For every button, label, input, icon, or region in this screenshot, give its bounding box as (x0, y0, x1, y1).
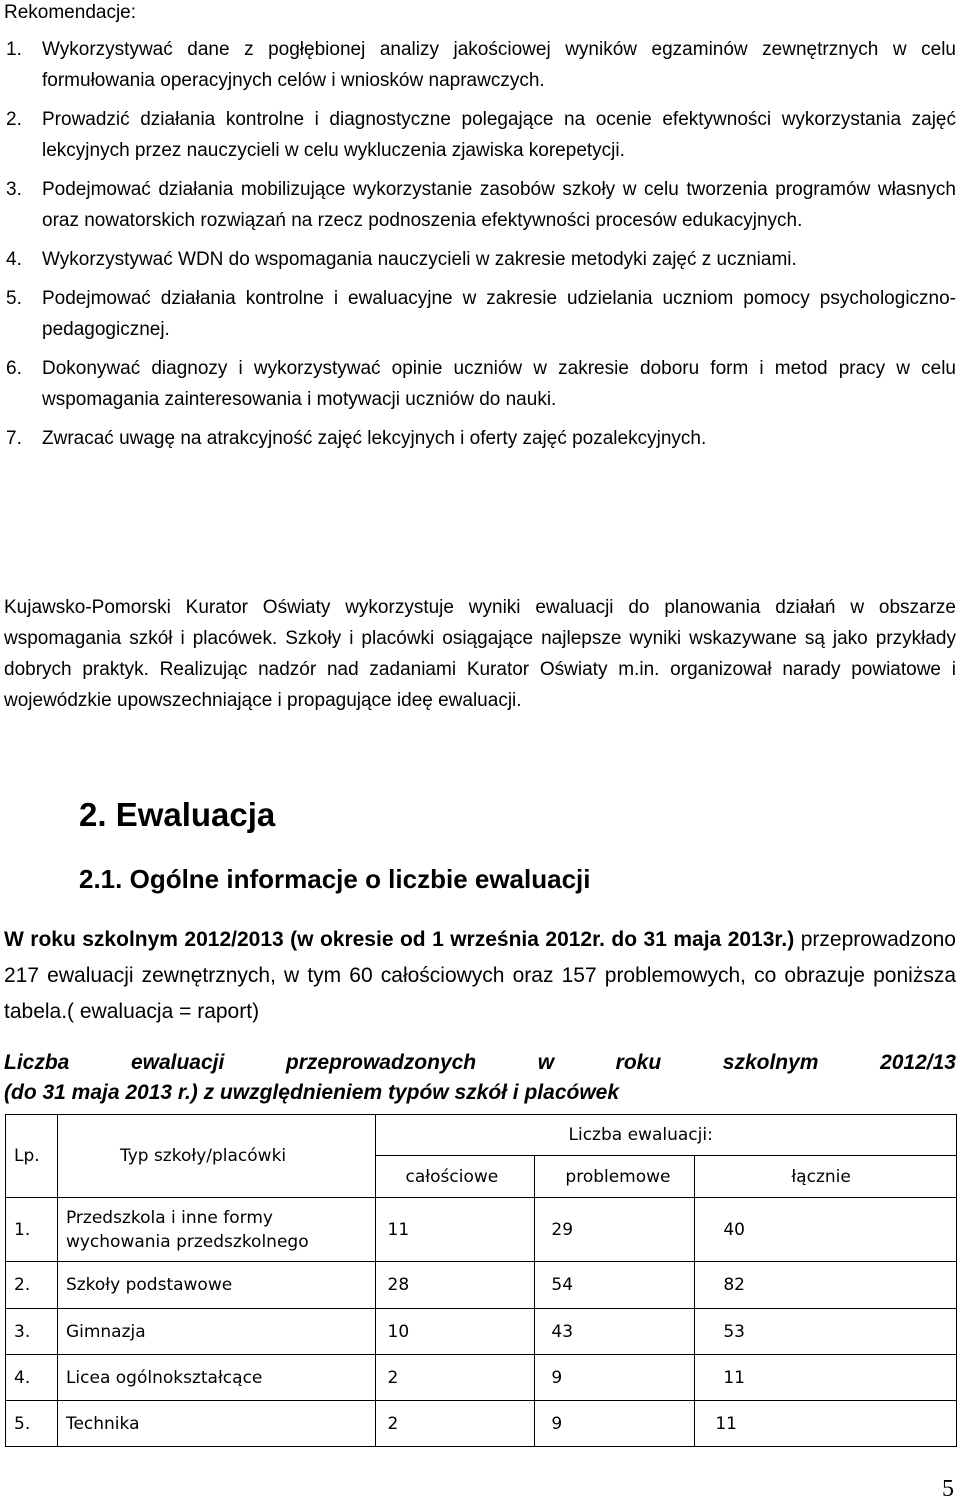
recommendation-item (0, 34, 956, 96)
info-paragraph (4, 922, 956, 1030)
table-caption (4, 1048, 956, 1108)
cell-problem: 29 (535, 1198, 695, 1262)
cell-full: 10 (375, 1309, 535, 1355)
cell-type: Przedszkola i inne formy wychowania przedszkolnego (57, 1198, 375, 1262)
cell-full: 2 (375, 1355, 535, 1401)
recommendations-label: Rekomendacje: (4, 2, 137, 23)
info-period: W roku szkolnym 2012/2013 (w okresie od 1 września 2012r. do 31 maja 2013r.) (4, 928, 795, 951)
cell-problem: 43 (535, 1309, 695, 1355)
item-number: 5. (6, 288, 22, 309)
cell-total: 53 (695, 1309, 957, 1355)
table-row (6, 1262, 957, 1309)
recommendation-item (0, 353, 956, 415)
cell-total: 40 (695, 1198, 957, 1262)
item-text: Prowadzić działania kontrolne i diagnostyczne polegające na ocenie efektywności wykorzystania zajęć lekcyjnych przez nauczycieli w celu wykluczenia zjawiska korepetycji. (42, 109, 956, 161)
item-text: Podejmować działania kontrolne i ewaluacyjne w zakresie udzielania uczniom pomocy psychologiczno-pedagogicznej. (42, 288, 956, 340)
recommendation-item (0, 244, 956, 275)
table-row (6, 1401, 957, 1447)
cell-type: Szkoły podstawowe (57, 1262, 375, 1309)
cell-lp: 2. (6, 1262, 58, 1309)
cell-full: 28 (375, 1262, 535, 1309)
cell-full: 2 (375, 1401, 535, 1447)
cell-problem: 54 (535, 1262, 695, 1309)
cell-full: 11 (375, 1198, 535, 1262)
recommendations-list (0, 34, 956, 462)
header-problem: problemowe (535, 1156, 695, 1198)
recommendation-item (0, 283, 956, 345)
table-row (6, 1198, 957, 1262)
item-text: Wykorzystywać WDN do wspomagania nauczycieli w zakresie metodyki zajęć z uczniami. (42, 249, 797, 270)
header-total: łącznie (695, 1156, 957, 1198)
item-number: 2. (6, 109, 22, 130)
item-text: Podejmować działania mobilizujące wykorzystanie zasobów szkoły w celu tworzenia programów własnych oraz nowatorskich rozwiązań na rzecz podnoszenia efektywności procesów edukacyjnych. (42, 179, 956, 231)
header-type: Typ szkoły/placówki (57, 1115, 375, 1198)
table-caption-line: (do 31 maja 2013 r.) z uwzględnieniem typów szkół i placówek (4, 1081, 620, 1104)
cell-total: 11 (695, 1355, 957, 1401)
item-text: Dokonywać diagnozy i wykorzystywać opinie uczniów w zakresie doboru form i metod pracy w celu wspomagania zainteresowania i motywacji uczniów do nauki. (42, 358, 956, 410)
header-full: całościowe (375, 1156, 535, 1198)
cell-type: Gimnazja (57, 1309, 375, 1355)
table-row (6, 1355, 957, 1401)
item-number: 3. (6, 179, 22, 200)
item-number: 4. (6, 249, 22, 270)
item-text: Zwracać uwagę na atrakcyjność zajęć lekcyjnych i oferty zajęć pozalekcyjnych. (42, 428, 707, 449)
recommendation-item (0, 423, 956, 454)
cell-problem: 9 (535, 1355, 695, 1401)
cell-total: 11 (695, 1401, 957, 1447)
section-heading: 2. Ewaluacja (79, 796, 276, 833)
cell-problem: 9 (535, 1401, 695, 1447)
cell-type: Technika (57, 1401, 375, 1447)
evaluations-table (5, 1114, 957, 1447)
table-caption-line: Liczba ewaluacji przeprowadzonych w roku szkolnym 2012/13 (4, 1051, 956, 1074)
curator-paragraph: Kujawsko-Pomorski Kurator Oświaty wykorzystuje wyniki ewaluacji do planowania działań w obszarze wspomagania szkół i placówek. Szkoły i placówki osiągające najlepsze wyniki wskazywane są jako przykłady dobrych praktyk. Realizując nadzór nad zadaniami Kurator Oświaty m.in. organizował narady powiatowe i wojewódzkie upowszechniające i propagujące ideę ewaluacji. (4, 597, 956, 711)
cell-type: Licea ogólnokształcące (57, 1355, 375, 1401)
header-group: Liczba ewaluacji: (375, 1115, 956, 1156)
item-number: 6. (6, 358, 22, 379)
item-number: 7. (6, 428, 22, 449)
cell-total: 82 (695, 1262, 957, 1309)
subsection-heading: 2.1. Ogólne informacje o liczbie ewaluacji (79, 864, 591, 894)
cell-lp: 3. (6, 1309, 58, 1355)
cell-lp: 4. (6, 1355, 58, 1401)
info-text: przeprowadzono 217 ewaluacji zewnętrznych, w tym 60 całościowych oraz 157 problemowych, co obrazuje poniższa tabela.( ewaluacja = raport) (4, 928, 956, 1023)
recommendation-item (0, 174, 956, 236)
item-number: 1. (6, 39, 22, 60)
table-row (6, 1309, 957, 1355)
cell-lp: 1. (6, 1198, 58, 1262)
table-header-row (6, 1115, 957, 1156)
item-text: Wykorzystywać dane z pogłębionej analizy jakościowej wyników egzaminów zewnętrznych w celu formułowania operacyjnych celów i wniosków naprawczych. (42, 39, 956, 91)
page-number: 5 (942, 1476, 954, 1502)
cell-lp: 5. (6, 1401, 58, 1447)
header-lp: Lp. (6, 1115, 58, 1198)
recommendation-item (0, 104, 956, 166)
